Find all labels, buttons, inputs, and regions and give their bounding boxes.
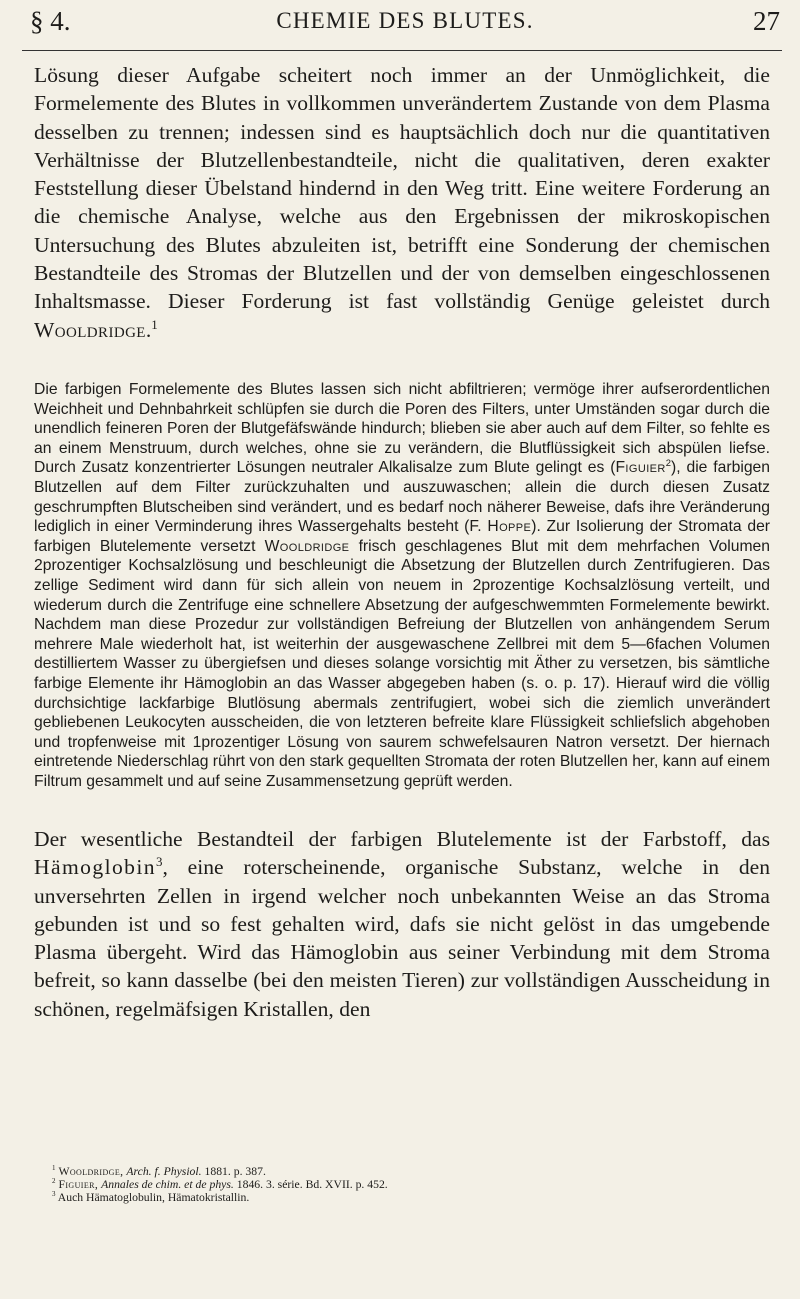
paragraph-2-part-a: Die farbigen Formelemente des Blutes lassen sich nicht abfiltrieren; vermöge ihrer aufserordentlichen Weichheit und Dehnbahrkeit schlüpfen sie durch die Poren des Filters, unter Umständen sogar durch die unendlich feineren Poren der Blutgefäfswände hindurch; blieben sie aber auch auf dem Filter, so fehlte es an einem Menstruum, durch welches, ohne sie zu verändern, die Blutflüssigkeit sich abspülen liefse. Durch Zusatz konzentrierter Lösungen neutraler Alkalisalze zum Blute gelingt es ( [34,381,770,477]
header-rule [22,50,782,51]
author-wooldridge-2: Wooldridge [264,537,350,555]
footnote-1-mark: 1 [52,1164,56,1173]
footnote-1-author: Wooldridge, [58,1165,124,1178]
footnote-1-journal: Arch. f. Physiol. [126,1165,202,1178]
footnote-3-mark: 3 [52,1190,56,1199]
paragraph-1-text: Lösung dieser Aufgabe scheitert noch immer an der Unmöglichkeit, die Formelemente des Blutes in vollkommen unverändertem Zustande von dem Plasma desselben zu trennen; indessen sind es hauptsächlich doch nur die quantitativen Verhältnisse der Blutzellenbestandteile, nicht die qualitativen, deren exakter Feststellung dieser Übelstand hindernd in den Weg tritt. Eine weitere Forderung an die chemische Analyse, welche aus den Ergebnissen der mikroskopischen Untersuchung des Blutes abzuleiten ist, betrifft eine Sonderung der chemischen Bestandteile des Stromas der Blutzellen und der von demselben eingeschlossenen Inhaltsmasse. Dieser Forderung ist fast vollständig Genüge geleistet durch [34,63,770,314]
footnote-2-author: Figuier, [58,1178,99,1192]
paragraph-3-part-b: , eine roterscheinende, organische Substanz, welche in den unversehrten Zellen in irgend welcher noch unbekannten Weise an das Stroma gebunden ist und so fest gehalten wird, dafs sie nicht gelöst in das umgebende Plasma übergeht. Wird das Hämoglobin aus seiner Verbindung mit dem Stroma befreit, so kann dasselbe (bei den meisten Tieren) zur vollständigen Ausscheidung in schönen, regelmäfsigen Kristallen, den [34,855,770,1021]
footnote-1-ref: 1881. p. 387. [204,1165,266,1178]
footnote-2 [52,1178,772,1191]
footnote-2-journal: Annales de chim. et de phys. [101,1178,234,1192]
paragraph-3-part-a: Der wesentliche Bestandteil der farbigen Blutelemente ist der Farbstoff, das [34,827,770,851]
footnote-3 [52,1191,772,1204]
section-number: § 4. [30,6,71,36]
paragraph-1-end: . [145,317,152,342]
author-figuier: Figuier [615,459,666,477]
term-haemoglobin: Hämoglobin [34,855,156,880]
footnote-ref-1[interactable]: 1 [151,316,158,332]
page-number: 27 [753,6,780,36]
paragraph-2-part-b: ), die farbigen Blutzellen auf dem Filter zurückzuhalten und auszuwaschen; allein die durch diesen Zusatz geschrumpften Blutscheiben sind verändert, und es bedarf noch näherer Beweise, dafs ihre Veränderung lediglich in einer Verminderung ihres Wassergehalts besteht (F. [34,459,771,536]
author-wooldridge: Wooldridge [34,317,146,342]
footnotes [52,1165,772,1205]
author-hoppe: Hoppe [487,518,532,536]
paragraph-2-small [34,380,770,791]
footnote-3-text: Auch Hämatoglobulin, Hämatokristallin. [57,1191,250,1205]
footnote-1 [52,1165,772,1178]
footnote-ref-3[interactable]: 3 [155,854,163,870]
paragraph-1 [34,61,770,344]
paragraph-2-part-c: ). Zur Isolierung der Stromata der farbigen Blutelemente versetzt [34,518,771,555]
footnote-ref-2[interactable]: 2 [665,457,671,469]
footnote-2-mark: 2 [52,1177,56,1186]
paragraph-2-part-d: frisch geschlagenes Blut mit dem mehrfachen Volumen 2prozentiger Kochsalzlösung und beschleunigt die Absetzung der Blutzellen durch Zentrifugieren. Das zellige Sediment wird dann für sich allein von neuem in 2prozentige Kochsalzlösung verteilt, und wiederum durch die Zentrifuge eine schnellere Absetzung der aufgeschwemmten Formelemente bewirkt. Nachdem man diese Prozedur zur vollständigen Befreiung der Blutzellen von anhängendem Serum mehrere Male wiederholt hat, ist weiterhin der ausgewaschene Zellbrei mit dem 5—6fachen Volumen destilliertem Wasser zu übergiefsen und dieses solange vorsichtig mit Äther zu versetzen, bis sämtliche farbige Elemente ihr Hämoglobin an das Wasser abgegeben haben (s. o. p. 17). Hierauf wird die völlig durchsichtige lackfarbige Blutlösung abermals zentrifugiert, wobei sich die ziemlich unverändert gebliebenen Leukocyten ausscheiden, die von letzteren befreite klare Flüssigkeit schliefslich abgehoben und tropfenweise mit 1prozentiger Lösung von saurem schwefelsauren Natron versetzt. Der hiernach eintretende Niederschlag rührt von den stark gequellten Stromata der roten Blutzellen her, kann auf einem Filtrum gesammelt und auf seine Zusammensetzung geprüft werden. [34,537,771,790]
running-header [30,6,780,40]
paragraph-3 [34,825,770,1023]
running-title: CHEMIE DES BLUTES. [276,8,534,33]
footnote-2-ref: 1846. 3. série. Bd. XVII. p. 452. [236,1178,388,1192]
